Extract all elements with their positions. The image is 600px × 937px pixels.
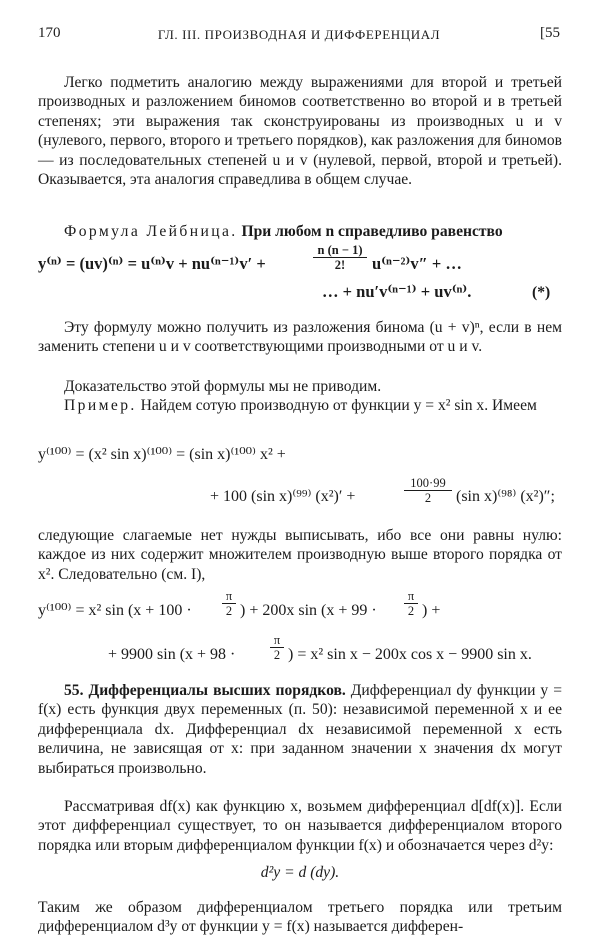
section-55-text: Дифференциал dy функции y = f(x) есть функция двух переменных (п. 50): независимой переменной x и ее дифференциала dx. Дифференциал dx независимой переменной x есть величина, не зависящая от x: при заданном значении x значения dx могут выбираться произвольно.	[38, 682, 562, 777]
pi-numerator: π	[222, 589, 236, 604]
leibniz-formula-line2: … + nu′v⁽ⁿ⁻¹⁾ + uv⁽ⁿ⁾.	[322, 282, 472, 301]
example-text: Найдем сотую производную от функции y = x² sin x. Имеем	[140, 397, 537, 414]
result-fraction-3	[270, 633, 284, 662]
pi-numerator: π	[404, 589, 418, 604]
leibniz-claim: При любом n справедливо равенство	[241, 223, 503, 240]
result-formula-line1a: y⁽¹⁰⁰⁾ = x² sin (x + 100 ·	[38, 602, 192, 619]
leibniz-fraction	[313, 243, 367, 272]
section-55-second-differential: Рассматривая df(x) как функцию x, возьмем дифференциал d[df(x)]. Если этот дифференциал существует, то он называется дифференциалом второго порядка или вторым дифференциалом функции f(x) и обозначается через d²y:	[38, 798, 562, 854]
result-formula-line1b: ) + 200x sin (x + 99 ·	[240, 602, 377, 619]
pi-numerator: π	[270, 633, 284, 648]
leibniz-label: Формула Лейбница.	[64, 223, 238, 240]
result-formula-line1c: ) +	[422, 602, 441, 619]
result-formula-line2a: + 9900 sin (x + 98 ·	[108, 646, 236, 663]
running-header	[38, 24, 560, 46]
section-55-intro	[38, 681, 562, 778]
example-label: Пример.	[64, 397, 137, 414]
second-differential-formula: d²y = d (dy).	[260, 864, 340, 881]
two-denominator: 2	[273, 648, 281, 662]
example-fraction	[404, 476, 452, 505]
example-fraction-denominator: 2	[424, 491, 432, 505]
leibniz-statement	[38, 222, 562, 241]
example-formula-line1: y⁽¹⁰⁰⁾ = (x² sin x)⁽¹⁰⁰⁾ = (sin x)⁽¹⁰⁰⁾ x² +	[38, 446, 286, 463]
example-paragraph	[38, 396, 562, 415]
leibniz-fraction-numerator: n (n − 1)	[313, 243, 367, 258]
example-formula-line2a: + 100 (sin x)⁽⁹⁹⁾ (x²)′ +	[210, 488, 356, 505]
paragraph-binomial: Эту формулу можно получить из разложения бинома (u + v)ⁿ, если в нем заменить степени u и v соответствующими производными от u и v.	[38, 319, 562, 356]
page-number: 170	[38, 25, 61, 41]
example-formula-line2b: (sin x)⁽⁹⁸⁾ (x²)″;	[456, 488, 555, 505]
section-55-title: 55. Дифференциалы высших порядков.	[64, 682, 346, 699]
equation-number: (*)	[532, 284, 551, 301]
example-fraction-numerator: 100·99	[404, 476, 452, 491]
chapter-title: ГЛ. III. ПРОИЗВОДНАЯ И ДИФФЕРЕНЦИАЛ	[157, 27, 441, 42]
result-formula-line2b: ) = x² sin x − 200x cos x − 9900 sin x.	[288, 646, 532, 663]
leibniz-formula-line1: y⁽ⁿ⁾ = (uv)⁽ⁿ⁾ = u⁽ⁿ⁾v + nu⁽ⁿ⁻¹⁾v′ +	[38, 254, 266, 273]
result-fraction-1	[222, 589, 236, 618]
two-denominator: 2	[225, 604, 233, 618]
paragraph-higher-terms: следующие слагаемые нет нужды выписывать, ибо все они равны нулю: каждое из них содержит множителем производную выше второго порядка от x². Следовательно (см. I),	[38, 527, 562, 583]
two-denominator: 2	[407, 604, 415, 618]
section-55-third-differential: Таким же образом дифференциалом третьего порядка или третьим дифференциалом d³y от функции y = f(x) называется дифферен-	[38, 899, 562, 936]
section-reference: [55	[540, 25, 560, 41]
paragraph-analogy: Легко подметить аналогию между выражениями для второй и третьей производных и разложением биномов соответственно во второй и в третьей степенях; эти выражения так сконструированы из производных u и v (нулевого, первого, второго и третьего порядков), как разложения для биномов — из последовательных степеней u и v (нулевой, первой, второй и третьей). Оказывается, эта аналогия справедлива в общем случае.	[38, 74, 562, 189]
leibniz-fraction-denominator: 2!	[334, 258, 346, 272]
result-fraction-2	[404, 589, 418, 618]
leibniz-formula-line1-tail: u⁽ⁿ⁻²⁾v″ + …	[372, 254, 462, 273]
paragraph-no-proof: Доказательство этой формулы мы не приводим.	[64, 378, 382, 395]
